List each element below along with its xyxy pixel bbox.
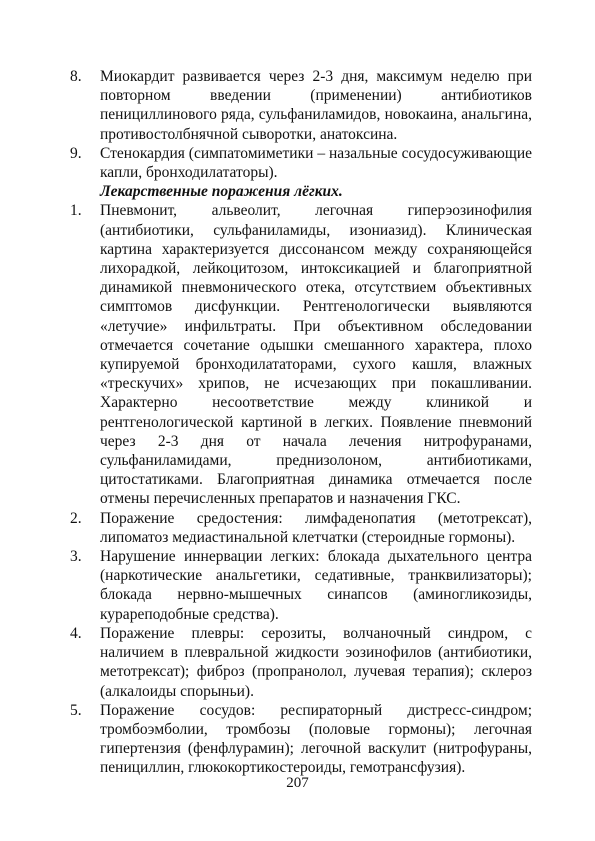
list-item-2	[70, 509, 532, 547]
list-item-text: Поражение плевры: серозиты, волчаночный синдром, с наличием в плевральной жидкости эозинофилов (антибиотики, метотрексат); фиброз (пропранолол, лучевая терапия); склероз (алкалоиды спорыньи).	[100, 624, 532, 700]
list-item-number: 4.	[70, 624, 82, 642]
list-item-number: 5.	[70, 701, 82, 719]
page-number: 207	[286, 775, 309, 791]
list-item-text: Пневмонит, альвеолит, легочная гиперэозинофилия (антибиотики, сульфаниламиды, изониазид). Клиническая картина характеризуется диссонансом между сохраняющейся лихорадкой, лейкоцитозом, интоксикацией и благоприятной динамикой пневмонического отека, отсутствием объективных симптомов дисфункции. Рентгенологически выявляются «летучие» инфильтраты. При объективном обследовании отмечается сочетание одышки смешанного характера, плохо купируемой бронходилататорами, сухого кашля, влажных «трескучих» хрипов, не исчезающих при покашливании. Характерно несоответствие между клиникой и рентгенологической картиной в легких. Появление пневмоний через 2-3 дня от начала лечения нитрофуранами, сульфаниламидами, преднизолоном, антибиотиками, цитостатиками. Благоприятная динамика отмечается после отмены перечисленных препаратов и назначения ГКС.	[100, 202, 532, 508]
list-item-text: Нарушение иннервации легких: блокада дыхательного центра (наркотические анальгетики, седативные, транквилизаторы); блокада нервно-мышечных синапсов (аминогликозиды, курареподобные средства).	[100, 548, 532, 623]
list-item-4	[70, 624, 532, 701]
list-item-text: Поражение средостения: лимфаденопатия (метотрексат), липоматоз медиастинальной клетчатки (стероидные гормоны).	[100, 509, 532, 546]
list-item-8	[70, 67, 532, 144]
list-item-text: Миокардит развивается через 2-3 дня, максимум неделю при повторном введении (применении) антибиотиков пенициллинового ряда, сульфаниламидов, новокаина, анальгина, противостолбнячной сыворотки, анатоксина.	[100, 68, 532, 143]
list-item-number: 1.	[70, 202, 82, 220]
list-item-text: Стенокардия (симпатомиметики – назальные сосудосуживающие капли, бронходилататоры).	[100, 144, 532, 182]
page-content	[70, 67, 532, 778]
list-item-text: Поражение сосудов: респираторный дистресс-синдром; тромбоэмболии, тромбозы (половые гормоны); легочная гипертензия (фенфлурамин); легочной васкулит (нитрофураны, пенициллин, глюкокортикостероиды, гемотрансфузия).	[100, 701, 532, 777]
list-item-number: 2.	[70, 509, 82, 527]
list-item-5	[70, 701, 532, 778]
list-item-number: 8.	[70, 68, 82, 85]
list-item-number: 3.	[70, 548, 82, 566]
section-heading: Лекарственные поражения лёгких.	[100, 183, 343, 201]
list-item-1	[70, 201, 532, 508]
list-item-3	[70, 547, 532, 624]
list-item-number: 9.	[70, 144, 82, 162]
list-item-9	[70, 144, 532, 182]
